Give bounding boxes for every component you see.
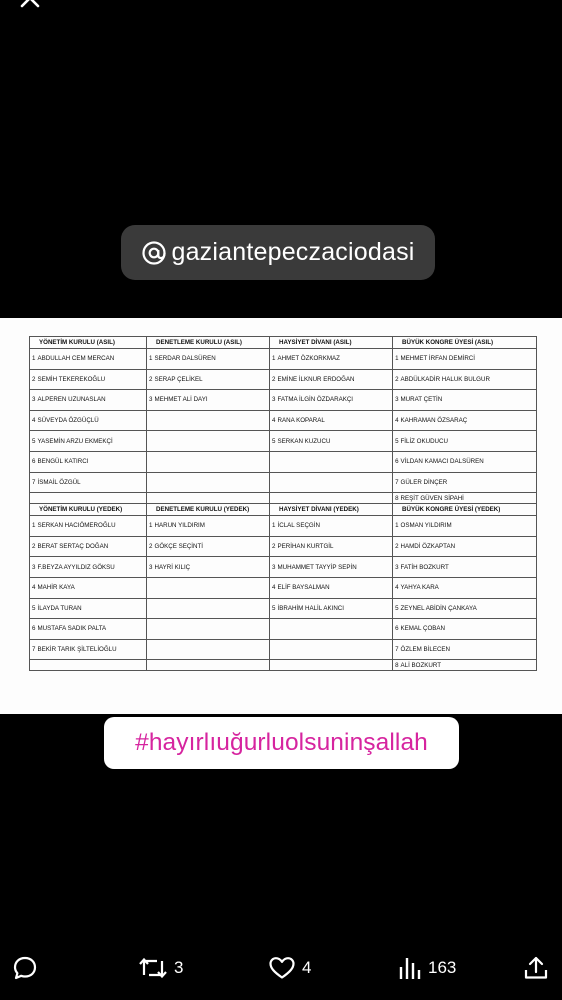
row-number: 3	[30, 390, 37, 411]
table-row	[30, 493, 537, 504]
row-number: 1	[147, 349, 154, 370]
member-name: SEMİH TEKEREKOĞLU	[37, 369, 147, 390]
row-number: 6	[30, 619, 37, 640]
row-number	[270, 639, 277, 660]
row-number: 2	[147, 536, 154, 557]
table-row	[30, 410, 537, 431]
member-name: OSMAN YILDIRIM	[400, 516, 537, 537]
row-number: 4	[270, 577, 277, 598]
row-number: 5	[30, 598, 37, 619]
repost-button[interactable]	[138, 946, 183, 990]
hashtag-text: hayırlıuğurluolsuninşallah	[148, 729, 428, 756]
member-name	[277, 619, 393, 640]
like-count: 4	[302, 958, 312, 977]
member-name	[154, 431, 270, 452]
table-row	[30, 577, 537, 598]
table-header-row	[30, 337, 537, 349]
document-image	[0, 318, 562, 714]
member-name: REŞİT GÜVEN SİPAHİ	[400, 493, 537, 504]
column-header: YÖNETİM KURULU (ASIL)	[30, 337, 147, 349]
table-row	[30, 369, 537, 390]
row-number: 1	[393, 349, 400, 370]
member-name	[154, 619, 270, 640]
row-number	[147, 472, 154, 493]
row-number: 2	[147, 369, 154, 390]
member-name	[277, 493, 393, 504]
row-number: 4	[393, 410, 400, 431]
row-number	[147, 598, 154, 619]
at-sign-icon	[141, 240, 167, 266]
table-row	[30, 598, 537, 619]
row-number: 5	[30, 431, 37, 452]
member-name	[154, 410, 270, 431]
member-name: SERDAR DALSÜREN	[154, 349, 270, 370]
table-row	[30, 660, 537, 671]
member-name: MEHMET İRFAN DEMİRCİ	[400, 349, 537, 370]
member-name: İSMAİL ÖZGÜL	[37, 472, 147, 493]
member-name	[154, 577, 270, 598]
row-number: 3	[147, 390, 154, 411]
member-name: SERKAN KUZUCU	[277, 431, 393, 452]
row-number: 7	[30, 472, 37, 493]
member-name: ABDULLAH CEM MERCAN	[37, 349, 147, 370]
member-name: İCLAL SEÇGİN	[277, 516, 393, 537]
row-number: 6	[30, 451, 37, 472]
row-number	[147, 639, 154, 660]
member-name	[154, 639, 270, 660]
heart-icon	[268, 955, 296, 981]
member-name	[277, 660, 393, 671]
row-number	[30, 493, 37, 504]
member-name: İLAYDA TURAN	[37, 598, 147, 619]
member-name: FİLİZ OKUDUCU	[400, 431, 537, 452]
row-number: 4	[393, 577, 400, 598]
member-name: HARUN YILDIRIM	[154, 516, 270, 537]
reply-button[interactable]	[12, 946, 38, 990]
views-button[interactable]	[398, 946, 456, 990]
table-row	[30, 349, 537, 370]
views-count: 163	[428, 958, 457, 977]
row-number: 2	[393, 369, 400, 390]
member-name: VİLDAN KAMACI DALSÜREN	[400, 451, 537, 472]
member-name	[154, 493, 270, 504]
member-name	[277, 472, 393, 493]
member-name: SÜVEYDA ÖZGÜÇLÜ	[37, 410, 147, 431]
member-name: KAHRAMAN ÖZSARAÇ	[400, 410, 537, 431]
member-name: SERKAN HACIÖMEROĞLU	[37, 516, 147, 537]
table-row	[30, 431, 537, 452]
member-name: KEMAL ÇOBAN	[400, 619, 537, 640]
member-name: FATMA İLGİN ÖZDARAKÇI	[277, 390, 393, 411]
table-row	[30, 451, 537, 472]
row-number: 3	[270, 390, 277, 411]
mention-username: gaziantepeczaciodasi	[171, 238, 415, 266]
member-name	[154, 451, 270, 472]
member-name: İBRAHİM HALİL AKINCI	[277, 598, 393, 619]
row-number: 2	[30, 369, 37, 390]
member-name: YAHYA KARA	[400, 577, 537, 598]
member-name	[277, 451, 393, 472]
member-name: ALİ BOZKURT	[400, 660, 537, 671]
member-name: MURAT ÇETİN	[400, 390, 537, 411]
row-number: 2	[270, 536, 277, 557]
row-number: 1	[30, 349, 37, 370]
member-name: MAHİR KAYA	[37, 577, 147, 598]
row-number	[270, 493, 277, 504]
member-name	[154, 598, 270, 619]
row-number: 4	[270, 410, 277, 431]
row-number: 5	[393, 598, 400, 619]
table-row	[30, 557, 537, 578]
table-row	[30, 619, 537, 640]
row-number: 7	[30, 639, 37, 660]
share-icon	[523, 955, 549, 981]
column-header: DENETLEME KURULU (ASIL)	[147, 337, 270, 349]
column-header: BÜYÜK KONGRE ÜYESİ (YEDEK)	[393, 504, 537, 516]
member-name	[154, 660, 270, 671]
member-name	[37, 493, 147, 504]
row-number	[270, 472, 277, 493]
row-number: 4	[30, 577, 37, 598]
member-name: EMİNE İLKNUR ERDOĞAN	[277, 369, 393, 390]
row-number: 7	[393, 472, 400, 493]
member-name: ABDÜLKADİR HALUK BULGUR	[400, 369, 537, 390]
row-number: 7	[393, 639, 400, 660]
member-name: GÖKÇE SEÇİNTİ	[154, 536, 270, 557]
member-name: YASEMİN ARZU EKMEKÇİ	[37, 431, 147, 452]
like-button[interactable]	[268, 946, 311, 990]
row-number: 2	[30, 536, 37, 557]
member-name	[277, 639, 393, 660]
row-number: 3	[393, 557, 400, 578]
member-name: BEKİR TARIK ŞİLTELİOĞLU	[37, 639, 147, 660]
table-row	[30, 536, 537, 557]
member-name: F.BEYZA AYYILDIZ GÖKSU	[37, 557, 147, 578]
column-header: HAYSİYET DİVANI (ASIL)	[270, 337, 393, 349]
close-icon[interactable]	[18, 0, 46, 14]
row-number: 2	[270, 369, 277, 390]
row-number: 5	[393, 431, 400, 452]
row-number: 6	[393, 451, 400, 472]
member-name: MUSTAFA SADIK PALTA	[37, 619, 147, 640]
row-number: 5	[270, 431, 277, 452]
member-name: BERAT SERTAÇ DOĞAN	[37, 536, 147, 557]
member-name: SERAP ÇELİKEL	[154, 369, 270, 390]
repost-count: 3	[174, 958, 184, 977]
comment-icon	[12, 955, 38, 981]
row-number: 8	[393, 660, 400, 671]
row-number	[147, 577, 154, 598]
table-header-row	[30, 504, 537, 516]
row-number: 3	[147, 557, 154, 578]
member-name: HAYRİ KILIÇ	[154, 557, 270, 578]
row-number	[270, 619, 277, 640]
member-name: BENGÜL KATIRCI	[37, 451, 147, 472]
action-bar	[0, 946, 562, 990]
member-name: ALPEREN UZUNASLAN	[37, 390, 147, 411]
member-name: GÜLER DİNÇER	[400, 472, 537, 493]
election-results-table	[29, 336, 537, 671]
member-name	[37, 660, 147, 671]
row-number	[270, 451, 277, 472]
row-number	[147, 410, 154, 431]
row-number: 1	[147, 516, 154, 537]
row-number: 4	[30, 410, 37, 431]
row-number: 1	[270, 349, 277, 370]
share-button[interactable]	[523, 946, 549, 990]
table-row	[30, 390, 537, 411]
row-number: 8	[393, 493, 400, 504]
row-number: 5	[270, 598, 277, 619]
row-number	[270, 660, 277, 671]
column-header: HAYSİYET DİVANI (YEDEK)	[270, 504, 393, 516]
row-number: 3	[30, 557, 37, 578]
row-number	[147, 431, 154, 452]
hashtag-sticker[interactable]	[104, 717, 459, 769]
row-number	[30, 660, 37, 671]
row-number	[147, 493, 154, 504]
member-name: MEHMET ALİ DAYI	[154, 390, 270, 411]
row-number: 6	[393, 619, 400, 640]
mention-sticker[interactable]	[121, 225, 435, 280]
member-name: AHMET ÖZKORKMAZ	[277, 349, 393, 370]
analytics-icon	[398, 955, 422, 981]
hashtag-symbol: #	[135, 729, 149, 756]
member-name: ÖZLEM BİLECEN	[400, 639, 537, 660]
row-number: 1	[30, 516, 37, 537]
member-name: ZEYNEL ABİDİN ÇANKAYA	[400, 598, 537, 619]
member-name: MUHAMMET TAYYİP SEPİN	[277, 557, 393, 578]
repost-icon	[138, 955, 168, 981]
row-number	[147, 451, 154, 472]
row-number: 2	[393, 536, 400, 557]
member-name	[154, 472, 270, 493]
member-name: FATİH BOZKURT	[400, 557, 537, 578]
row-number	[147, 660, 154, 671]
row-number: 3	[270, 557, 277, 578]
member-name: RANA KOPARAL	[277, 410, 393, 431]
row-number: 1	[270, 516, 277, 537]
column-header: BÜYÜK KONGRE ÜYESİ (ASIL)	[393, 337, 537, 349]
member-name: HAMDİ ÖZKAPTAN	[400, 536, 537, 557]
column-header: DENETLEME KURULU (YEDEK)	[147, 504, 270, 516]
column-header: YÖNETİM KURULU (YEDEK)	[30, 504, 147, 516]
table-row	[30, 639, 537, 660]
member-name: ELİF BAYSALMAN	[277, 577, 393, 598]
row-number: 1	[393, 516, 400, 537]
table-row	[30, 472, 537, 493]
table-row	[30, 516, 537, 537]
row-number: 3	[393, 390, 400, 411]
row-number	[147, 619, 154, 640]
member-name: PERİHAN KURTGİL	[277, 536, 393, 557]
